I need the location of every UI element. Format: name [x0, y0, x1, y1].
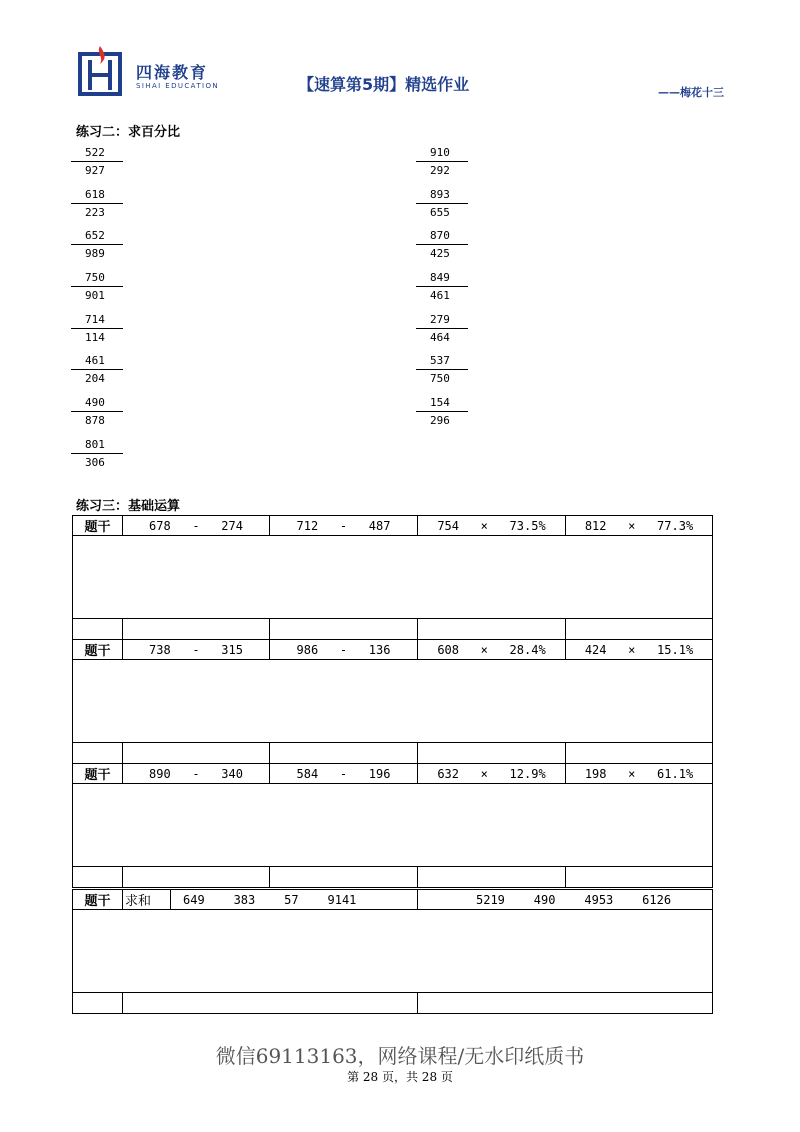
fraction-item	[416, 188, 468, 219]
problem-row	[73, 640, 713, 660]
work-area[interactable]	[73, 784, 713, 867]
answer-cell[interactable]	[418, 743, 566, 764]
answer-cell[interactable]	[270, 743, 418, 764]
answer-cell[interactable]	[418, 993, 713, 1014]
denominator: 204	[85, 372, 105, 385]
answer-cell[interactable]	[123, 743, 270, 764]
fraction-item	[71, 229, 123, 260]
logo-text: 四海教育	[136, 63, 209, 82]
denominator: 306	[85, 456, 105, 469]
fraction-item	[71, 188, 123, 219]
denominator: 425	[430, 247, 450, 260]
fraction-item	[416, 313, 468, 344]
numerator: 537	[416, 354, 468, 370]
fraction-item	[71, 146, 123, 177]
answer-row	[73, 993, 713, 1014]
denominator: 878	[85, 414, 105, 427]
work-area[interactable]	[73, 660, 713, 743]
exercise-table	[72, 515, 713, 888]
numerator: 618	[71, 188, 123, 204]
answer-cell[interactable]	[566, 743, 713, 764]
numerator: 893	[416, 188, 468, 204]
row-label: 题干	[73, 640, 123, 660]
sum-values-right: 5219 490 4953 6126	[418, 890, 713, 910]
problem-cell: 754 × 73.5%	[418, 516, 566, 536]
numerator: 910	[416, 146, 468, 162]
row-label: 题干	[73, 516, 123, 536]
fraction-item	[416, 396, 468, 427]
numerator: 750	[71, 271, 123, 287]
denominator: 296	[430, 414, 450, 427]
answer-cell[interactable]	[270, 867, 418, 888]
fraction-item	[71, 438, 123, 469]
sum-label: 求和	[123, 890, 171, 910]
denominator: 750	[430, 372, 450, 385]
answer-cell[interactable]	[566, 619, 713, 640]
sum-problem-row	[73, 890, 713, 910]
numerator: 522	[71, 146, 123, 162]
work-area[interactable]	[73, 910, 713, 993]
problem-cell: 712 - 487	[270, 516, 418, 536]
numerator: 154	[416, 396, 468, 412]
denominator: 114	[85, 331, 105, 344]
work-area-row	[73, 784, 713, 867]
numerator: 870	[416, 229, 468, 245]
denominator: 927	[85, 164, 105, 177]
answer-label-cell	[73, 867, 123, 888]
denominator: 223	[85, 206, 105, 219]
answer-cell[interactable]	[566, 867, 713, 888]
answer-cell[interactable]	[270, 619, 418, 640]
numerator: 652	[71, 229, 123, 245]
answer-label-cell	[73, 743, 123, 764]
numerator: 490	[71, 396, 123, 412]
work-area-row	[73, 660, 713, 743]
numerator: 801	[71, 438, 123, 454]
answer-cell[interactable]	[123, 993, 418, 1014]
numerator: 461	[71, 354, 123, 370]
problem-row	[73, 516, 713, 536]
problem-cell: 632 × 12.9%	[418, 764, 566, 784]
page-number: 第 28 页，共 28 页	[347, 1070, 453, 1084]
answer-row	[73, 867, 713, 888]
numerator: 714	[71, 313, 123, 329]
numerator: 849	[416, 271, 468, 287]
denominator: 655	[430, 206, 450, 219]
row-label: 题干	[73, 890, 123, 910]
answer-cell[interactable]	[418, 867, 566, 888]
answer-cell[interactable]	[418, 619, 566, 640]
problem-cell: 198 × 61.1%	[566, 764, 713, 784]
author-signature: ——梅花十三	[658, 86, 724, 99]
problem-cell: 584 - 196	[270, 764, 418, 784]
fraction-item	[71, 313, 123, 344]
answer-label-cell	[73, 619, 123, 640]
fraction-item	[71, 271, 123, 302]
problem-cell: 986 - 136	[270, 640, 418, 660]
fraction-item	[416, 146, 468, 177]
answer-row	[73, 619, 713, 640]
problem-cell: 890 - 340	[123, 764, 270, 784]
answer-cell[interactable]	[123, 867, 270, 888]
section-title-basic-ops: 练习三：基础运算	[76, 499, 181, 514]
work-area-row	[73, 910, 713, 993]
denominator: 461	[430, 289, 450, 302]
answer-row	[73, 743, 713, 764]
fraction-item	[416, 229, 468, 260]
page-title: 【速算第5期】精选作业	[298, 75, 470, 94]
logo-subtitle: SIHAI EDUCATION	[136, 82, 220, 90]
sum-table	[72, 889, 713, 1014]
problem-cell: 738 - 315	[123, 640, 270, 660]
row-label: 题干	[73, 764, 123, 784]
section-title-percent: 练习二：求百分比	[76, 125, 181, 140]
denominator: 464	[430, 331, 450, 344]
denominator: 989	[85, 247, 105, 260]
work-area[interactable]	[73, 536, 713, 619]
problem-cell: 812 × 77.3%	[566, 516, 713, 536]
problem-cell: 608 × 28.4%	[418, 640, 566, 660]
fraction-item	[416, 354, 468, 385]
sum-values-left: 649 383 57 9141	[171, 890, 418, 910]
footer-watermark: 微信69113163，网络课程/无水印纸质书	[215, 1044, 585, 1068]
answer-label-cell	[73, 993, 123, 1014]
fraction-item	[71, 354, 123, 385]
numerator: 279	[416, 313, 468, 329]
problem-row	[73, 764, 713, 784]
fraction-item	[416, 271, 468, 302]
denominator: 292	[430, 164, 450, 177]
problem-cell: 678 - 274	[123, 516, 270, 536]
problem-cell: 424 × 15.1%	[566, 640, 713, 660]
denominator: 901	[85, 289, 105, 302]
work-area-row	[73, 536, 713, 619]
answer-cell[interactable]	[123, 619, 270, 640]
fraction-item	[71, 396, 123, 427]
